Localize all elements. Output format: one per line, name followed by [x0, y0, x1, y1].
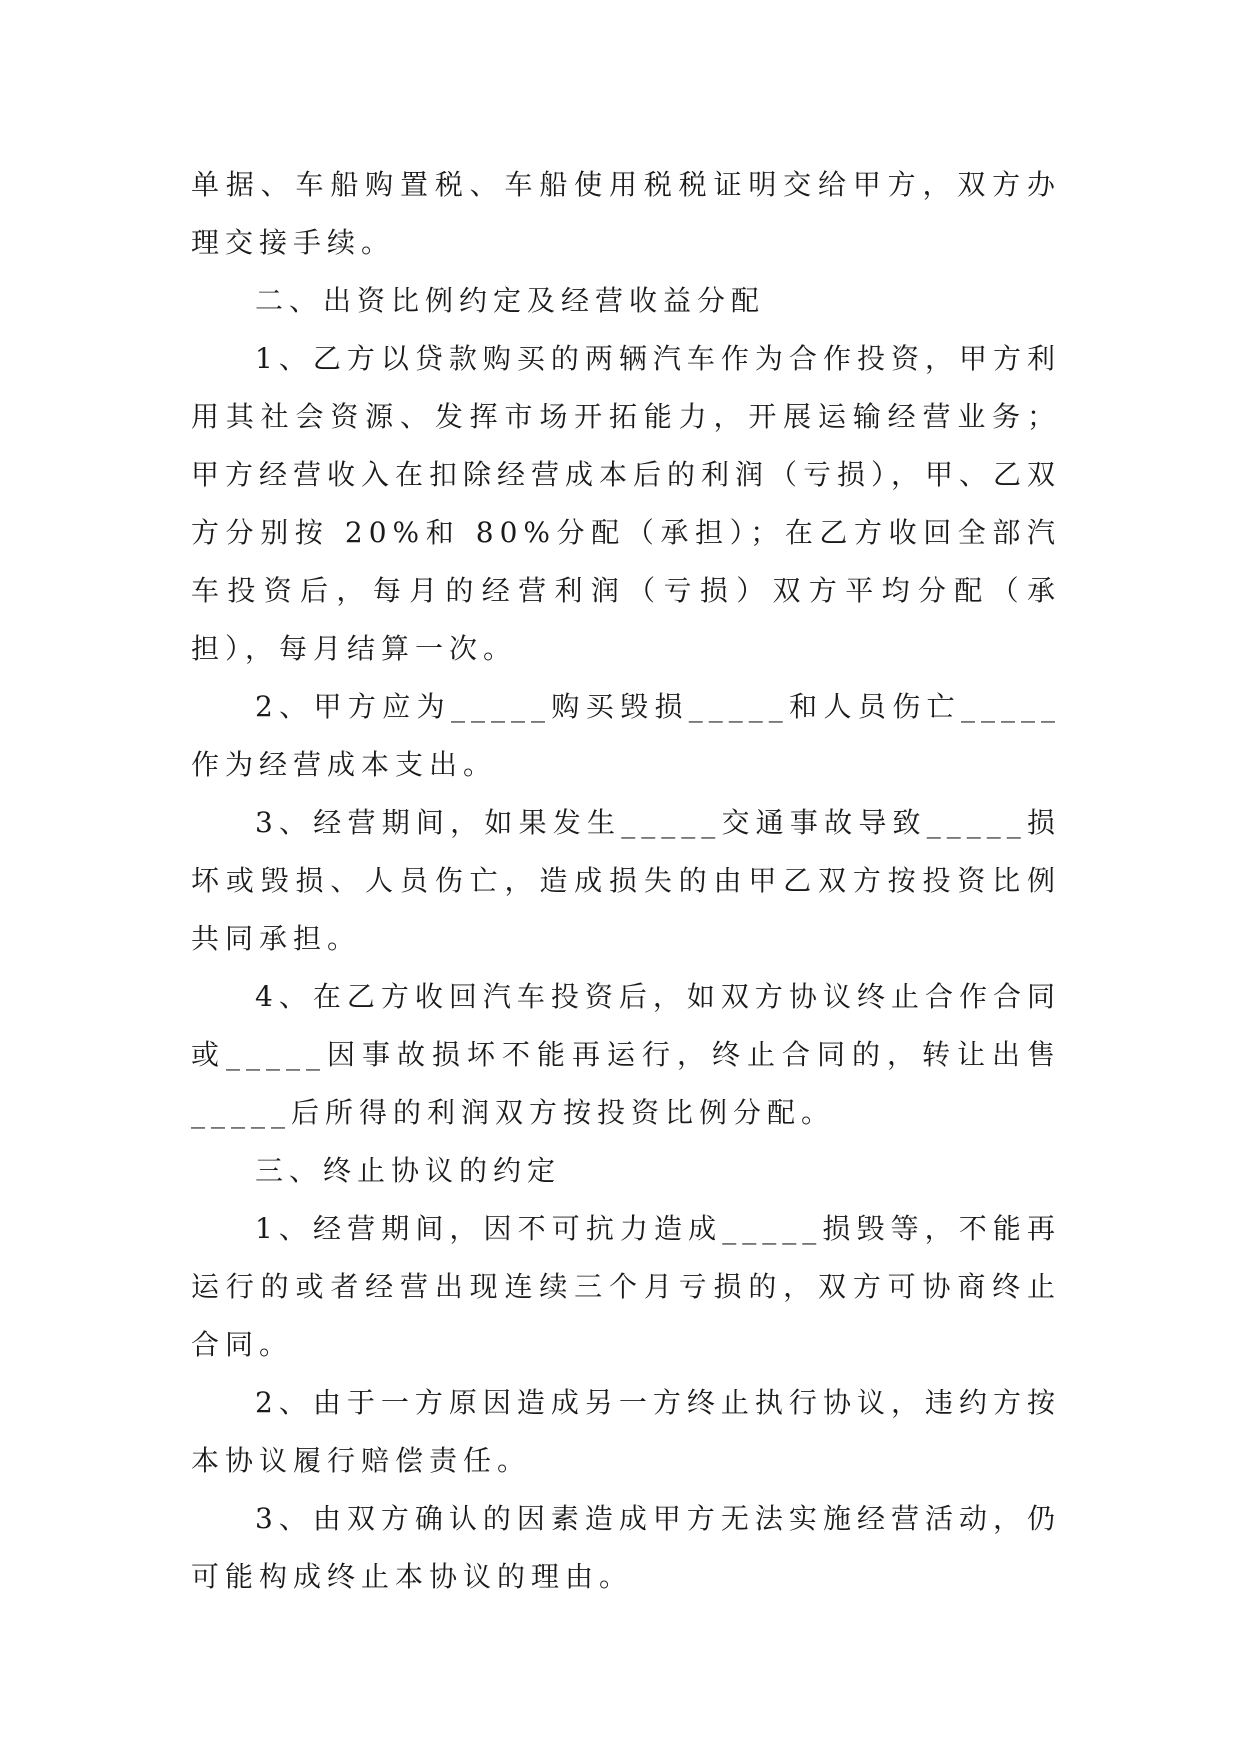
document-body [191, 156, 1061, 1606]
section-heading-2: 二、出资比例约定及经营收益分配 [255, 284, 766, 317]
paragraph-3-2: 2、由于一方原因造成另一方终止执行协议，违约方按本协议履行赔偿责任。 [191, 1386, 1061, 1477]
paragraph-continuation: 单据、车船购置税、车船使用税税证明交给甲方，双方办理交接手续。 [191, 168, 1061, 259]
paragraph-3-3: 3、由双方确认的因素造成甲方无法实施经营活动，仍可能构成终止本协议的理由。 [191, 1502, 1061, 1593]
paragraph-2-2: 2、甲方应为_____购买毁损_____和人员伤亡_____作为经营成本支出。 [191, 690, 1061, 781]
paragraph-2-1: 1、乙方以贷款购买的两辆汽车作为合作投资，甲方利用其社会资源、发挥市场开拓能力，开展运输经营业务；甲方经营收入在扣除经营成本后的利润（亏损），甲、乙双方分别按 20%和 80%分配（承担）；在乙方收回全部汽车投资后，每月的经营利润（亏损）双方平均分配（承担），每月结算一次。 [191, 342, 1062, 665]
paragraph-2-4: 4、在乙方收回汽车投资后，如双方协议终止合作合同或_____因事故损坏不能再运行，终止合同的，转让出售_____后所得的利润双方按投资比例分配。 [191, 980, 1061, 1129]
paragraph-2-3: 3、经营期间，如果发生_____交通事故导致_____损坏或毁损、人员伤亡，造成损失的由甲乙双方按投资比例共同承担。 [191, 806, 1061, 955]
section-heading-3: 三、终止协议的约定 [255, 1154, 562, 1187]
paragraph-3-1: 1、经营期间，因不可抗力造成_____损毁等，不能再运行的或者经营出现连续三个月亏损的，双方可协商终止合同。 [191, 1212, 1061, 1361]
